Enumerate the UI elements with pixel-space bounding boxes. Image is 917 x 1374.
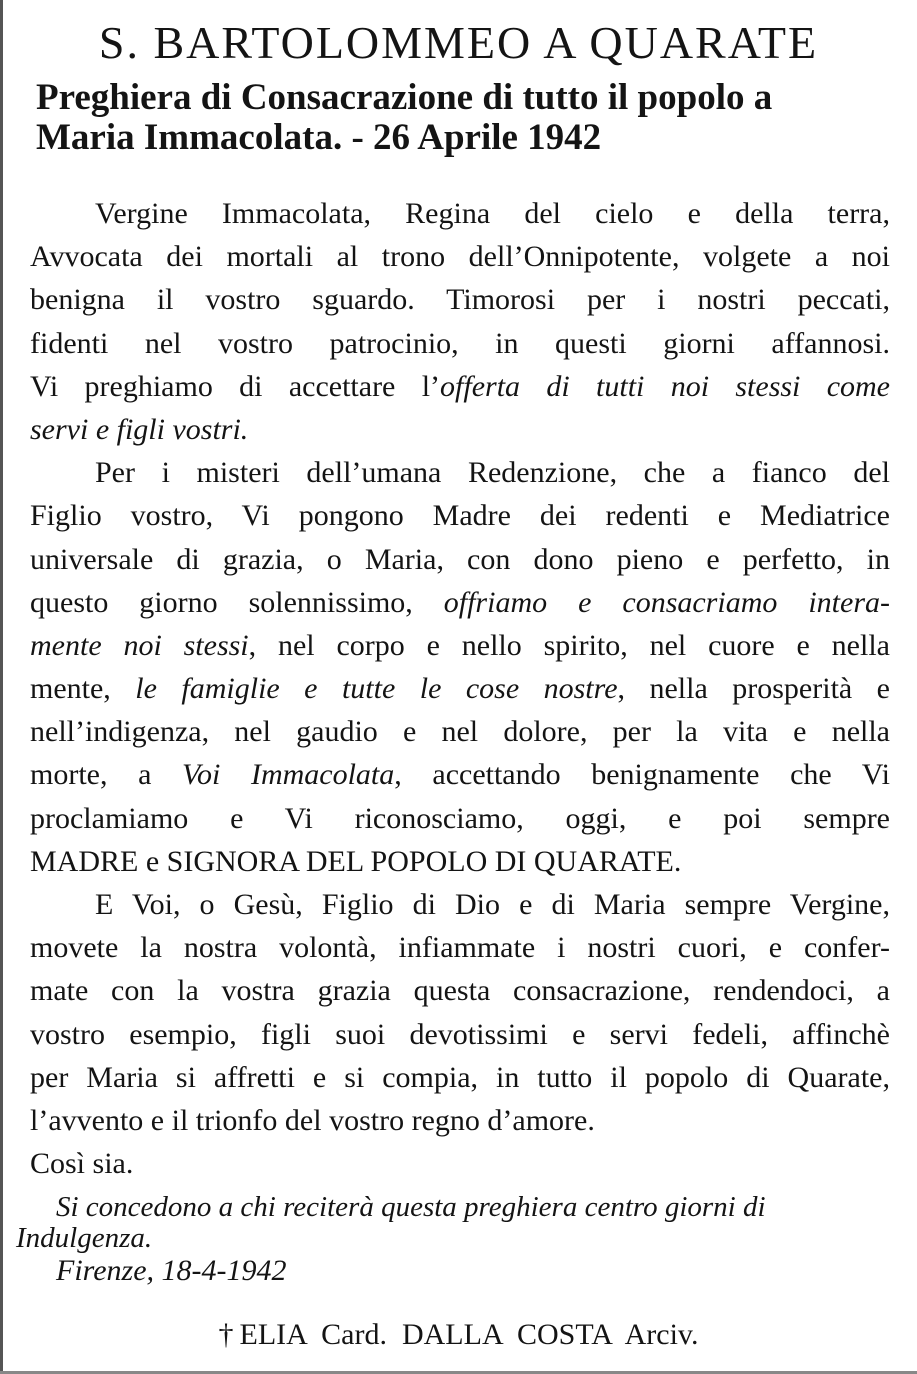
p3-line-4: vostro esempio, figli suoi devotissimi e servi fedeli, affinchè (30, 1017, 890, 1051)
p2-line-4-roman: questo giorno solennissimo, (30, 585, 444, 619)
prayer-subtitle (36, 78, 896, 158)
p2-line-5-italic: mente noi stessi (30, 628, 249, 662)
p2-line-5 (30, 624, 890, 667)
subtitle-line-1: Preghiera di Consacrazione di tutto il popolo a (36, 77, 773, 118)
card-left-edge (0, 0, 3, 1374)
p2-line-6-roman-b: , nella prosperità e (617, 672, 891, 706)
signature-name: ELIA Card. DALLA COSTA Arciv. (239, 1318, 699, 1351)
p2-line-10: MADRE e SIGNORA DEL POPOLO DI QUARATE. (30, 844, 682, 878)
indulgence-line-1: Si concedono a chi reciterà questa preghiera centro giorni di (56, 1191, 766, 1223)
p1-line-5-roman: Vi preghiamo di accettare l’ (30, 369, 441, 403)
prayer-body (30, 192, 890, 1185)
p1-line-1: Vergine Immacolata, Regina del cielo e della terra, (95, 197, 890, 230)
subtitle-line-2: Maria Immacolata. - 26 Aprile 1942 (36, 117, 602, 158)
p2-line-8-italic: Voi Immacolata (182, 758, 395, 792)
signature (0, 1318, 917, 1352)
p1-line-5-italic: offerta di tutti noi stessi come (440, 369, 890, 403)
indulgence-line-2: Indulgenza. (16, 1222, 153, 1254)
p2-line-2: Figlio vostro, Vi pongono Madre dei redenti e Mediatrice (30, 499, 890, 533)
p2-line-1: Per i misteri dell’umana Redenzione, che a fianco del (95, 456, 890, 490)
p2-line-5-roman: , nel corpo e nello spirito, nel cuore e nella (248, 628, 890, 662)
p1-line-6-italic: servi e figli vostri. (30, 412, 249, 446)
closing-line: Così sia. (30, 1147, 134, 1181)
p2-line-8-roman-a: morte, a (30, 758, 183, 792)
p2-line-8-roman-b: , accettando benignamente che Vi (394, 758, 890, 792)
p3-line-2: movete la nostra volontà, infiammate i nostri cuori, e confer- (30, 931, 890, 965)
p2-line-6-roman-a: mente, (30, 672, 136, 706)
p2-line-6 (30, 667, 890, 710)
cross-icon: † (218, 1318, 234, 1351)
indulgence-note (16, 1192, 886, 1254)
p3-line-3: mate con la vostra grazia questa consacrazione, rendendoci, a (30, 974, 890, 1008)
p2-line-4-italic: offriamo e consacriamo intera- (443, 585, 890, 619)
place-date: Firenze, 18-4-1942 (56, 1254, 287, 1287)
p3-line-5: per Maria si affretti e si compia, in tutto il popolo di Quarate, (30, 1060, 890, 1094)
p1-line-4: fidenti nel vostro patrocinio, in questi giorni affannosi. (30, 326, 890, 360)
p2-line-7: nell’indigenza, nel gaudio e nel dolore, per la vita e nella (30, 715, 890, 749)
p2-line-8 (30, 753, 890, 796)
p2-line-4 (30, 581, 890, 624)
p1-line-6 (30, 408, 890, 451)
p1-line-5 (30, 365, 890, 408)
p2-line-6-italic: le famiglie e tutte le cose nostre (135, 672, 618, 706)
p3-line-6: l’avvento e il trionfo del vostro regno d’amore. (30, 1103, 595, 1137)
p2-line-9: proclamiamo e Vi riconosciamo, oggi, e poi sempre (30, 801, 890, 835)
p1-line-2: Avvocata dei mortali al trono dell’Onnipotente, volgete a noi (30, 240, 890, 274)
p2-line-3: universale di grazia, o Maria, con dono pieno e perfetto, in (30, 542, 890, 576)
p1-line-3: benigna il vostro sguardo. Timorosi per i nostri peccati, (30, 283, 890, 317)
card-title: S. BARTOLOMMEO A QUARATE (98, 17, 819, 68)
p3-line-1: E Voi, o Gesù, Figlio di Dio e di Maria sempre Vergine, (95, 888, 890, 921)
